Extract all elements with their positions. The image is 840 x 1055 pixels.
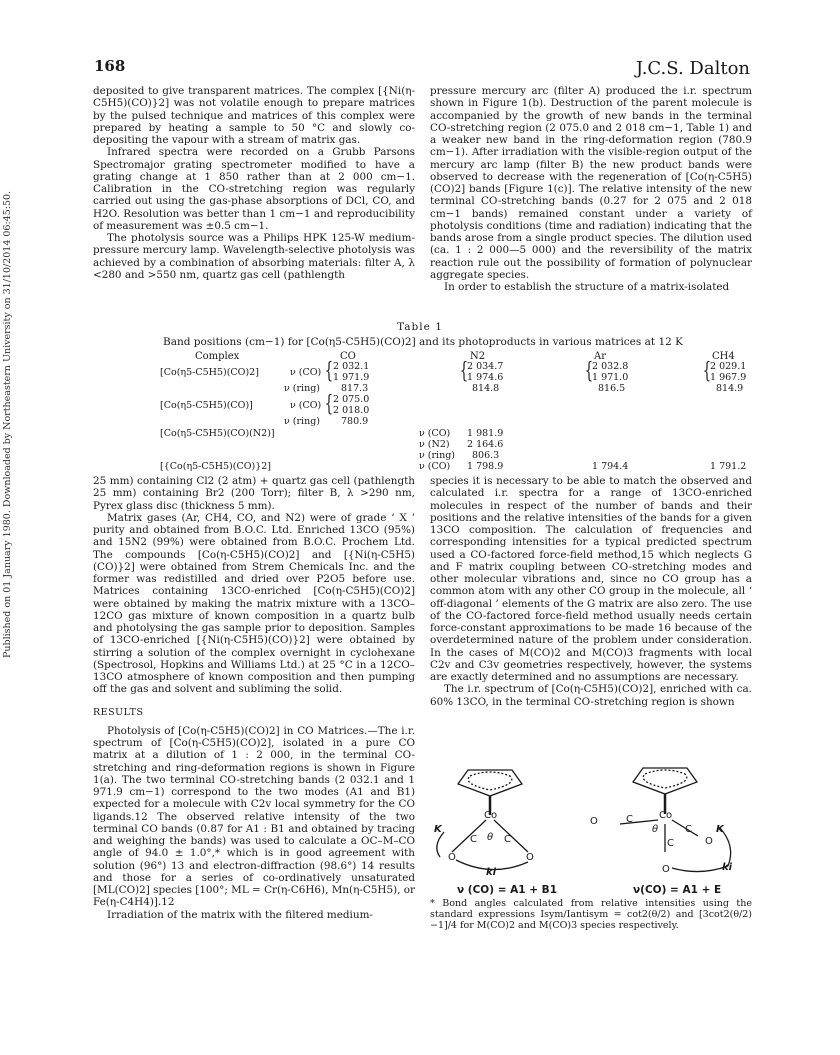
table-cell: 814.8	[472, 383, 500, 394]
left-column-bottom	[93, 475, 415, 921]
table-cell-mode: ν (ring)	[419, 450, 455, 461]
oxygen-label: O	[590, 816, 598, 827]
table-cell: 2 164.6	[467, 439, 504, 450]
paragraph: pressure mercury arc (filter A) produced the i.r. spectrum shown in Figure 1(b). Destruction of the parent molecule is accompanied by the growth of new bands in the terminal CO-stretching region (2 075.0 and 2 018 cm−1, Table 1) and a weaker new band in the ring-deformation region (780.9 cm−1). After irradiation with the visible-region output of the mercury arc lamp (filter B) the new product bands were observed to decrease with the regeneration of [Co(η-C5H5)(CO)2] bands [Figure 1(c)]. The relative intensity of the new terminal CO-stretching bands (0.27 for 2 075 and 2 018 cm−1 bands) remained constant under a variety of photolysis conditions (time and radiation) indicating that the bands arose from a single product species. The dilution used (ca. 1 : 2 000—5 000) and the reversibility of the matrix reaction rule out the possibility of formation of polynuclear aggregate species.	[430, 85, 752, 281]
table-cell: 2 032.1	[333, 361, 370, 372]
table-cell-complex: [Co(η5-C5H5)(CO)(N2)]	[160, 428, 275, 439]
table-cell: 2 034.7	[467, 361, 504, 372]
table-caption: Band positions (cm−1) for [Co(η5-C5H5)(CO)2] and its photoproducts in various matrices at 12 K	[163, 336, 683, 348]
table-cell-mode: ν (CO)	[419, 461, 451, 472]
column-header: CO	[340, 351, 356, 362]
oxygen-label: O	[526, 852, 534, 863]
table-cell-mode: ν (CO)	[419, 428, 451, 439]
brace: {	[324, 359, 334, 384]
paragraph: Matrix gases (Ar, CH4, CO, and N2) were of grade ‘ X ’ purity and obtained from B.O.C. Ltd. Enriched 13CO (95%) and 15N2 (99%) were obtained from B.O.C. Prochem Ltd. The compounds [Co(η-C5H5)(CO)2] and [{Ni(η-C5H5)(CO)}2] were obtained from Strem Chemicals Inc. and the former was redistilled and dried over P2O5 before use. Matrices containing 13CO-enriched [Co(η-C5H5)(CO)2] were obtained by making the matrix mixture with a 13CO–12CO gas mixture of known composition in a quartz bulb and photolysing the gas sample prior to deposition. Samples of 13CO-enriched [{Ni(η-C5H5)(CO)}2] were obtained by stirring a solution of the complex overnight in cyclohexane (Spectrosol, Hopkins and Williams Ltd.) at 25 °C in a 12CO–13CO atmosphere of known composition and then pumping off the gas and solvent and subliming the solid.	[93, 511, 415, 696]
table-cell: 806.3	[472, 450, 500, 461]
table-cell-mode: ν (ring)	[284, 383, 320, 394]
table-cell: 1 971.9	[333, 372, 370, 383]
paragraph: Photolysis of [Co(η-C5H5)(CO)2] in CO Matrices.—The i.r. spectrum of [Co(η-C5H5)(CO)2], isolated in a pure CO matrix at a dilution of 1 : 2 000, in the terminal CO-stretching and ring-deformation regions is shown in Figure 1(a). The two terminal CO-stretching bands (2 032.1 and 1 971.9 cm−1) correspond to the two modes (A1 and B1) expected for a molecule with C2v local symmetry for the CO ligands.12 The observed relative intensity of the two terminal CO bands (0.87 for A1 : B1 and obtained by tracing and weighing the bands) was used to calculate a OC–M–CO angle of 94.0 ± 1.0°,* which is in good agreement with solution (96°) 13 and electron-diffraction (98.6°) 14 results and those for a series of co-ordinatively unsaturated [ML(CO)2] species [100°; ML = Cr(η-C6H6), Mn(η-C5H5), or Fe(η-C4H4)].12	[93, 724, 415, 909]
table-cell-mode: ν (CO)	[290, 400, 322, 411]
table-cell: 1 974.6	[467, 372, 504, 383]
journal-name: J.C.S. Dalton	[635, 58, 750, 79]
paragraph: Infrared spectra were recorded on a Grubb Parsons Spectromajor grating spectrometer modified to have a grating change at 1 850 rather than at 2 000 cm−1. Calibration in the CO-stretching region was regularly carried out using the gas-phase absorptions of DCl, CO, and H2O. Resolution was better than 1 cm−1 and reproducibility of measurement was ±0.5 cm−1.	[93, 146, 415, 232]
column-header: CH4	[712, 351, 735, 362]
table-cell: 817.3	[341, 383, 369, 394]
column-header: N2	[470, 351, 486, 362]
brace: {	[702, 359, 712, 384]
left-column-top	[93, 85, 415, 281]
table-cell-complex: [Co(η5-C5H5)(CO)]	[160, 400, 253, 411]
paragraph: Irradiation of the matrix with the filtered medium-	[107, 908, 373, 921]
carbon-label: C	[470, 834, 477, 845]
interaction-constant-label: ki	[722, 862, 733, 873]
cobalt-label: Co	[659, 810, 673, 821]
table-cell-complex: [Co(η5-C5H5)(CO)2]	[160, 367, 259, 378]
brace: {	[584, 359, 594, 384]
carbon-label: C	[504, 834, 511, 845]
paragraph: The photolysis source was a Philips HPK 125-W medium-pressure mercury lamp. Wavelength-selective photolysis was achieved by a combination of absorbing materials: filter A, λ <280 and >550 nm, quartz gas cell (pathlength	[93, 232, 415, 281]
table-label: Table 1	[397, 321, 443, 333]
carbon-label: C	[685, 824, 692, 835]
paragraph: In order to establish the structure of a matrix-isolated	[444, 281, 730, 293]
paragraph: 25 mm) containing Cl2 (2 atm) + quartz gas cell (pathlength 25 mm) containing Br2 (200 Torr); filter B, λ >290 nm, Pyrex glass disc (thickness 5 mm).	[93, 475, 415, 512]
column-header: Complex	[195, 351, 240, 362]
interaction-constant-label: ki	[486, 867, 497, 878]
table-cell-mode: ν (N2)	[419, 439, 450, 450]
section-heading: RESULTS	[93, 706, 144, 718]
page-number: 168	[94, 57, 126, 75]
table-cell-mode: ν (CO)	[290, 367, 322, 378]
paragraph: species it is necessary to be able to match the observed and calculated i.r. spectra for a range of 13CO-enriched molecules in respect of the number of bands and their positions and the relative intensities of the bands for a given 13CO composition. The calculation of frequencies and corresponding intensities for a typical predicted spectrum used a CO-factored force-field method,15 which neglects G and F matrix coupling between CO-stretching modes and other molecular vibrations and, since no CO group has a common atom with any other CO group in the molecule, all ‘ off-diagonal ’ elements of the G matrix are also zero. The use of the CO-factored force-field method usually needs certain force-constant approximations to be made 16 because of the overdetermined nature of the problem under consideration. In the cases of M(CO)2 and M(CO)3 fragments with local C2v and C3v geometries respectively, however, the systems are exactly determined and no assumptions are necessary.	[430, 475, 752, 683]
cobalt-label: Co	[484, 810, 498, 821]
right-column-bottom	[430, 475, 752, 708]
table-cell: 1 971.0	[592, 372, 629, 383]
oxygen-label: O	[705, 836, 713, 847]
oxygen-label: O	[448, 852, 456, 863]
footnote: * Bond angles calculated from relative intensities using the standard expressions Isym/Iantisym = cot2(θ/2) and [3cot2(θ/2) −1]/4 for M(CO)2 and M(CO)3 species respectively.	[430, 898, 752, 931]
table-cell-mode: ν (ring)	[284, 416, 320, 427]
paragraph: The i.r. spectrum of [Co(η-C5H5)(CO)2], enriched with ca. 60% 13CO, in the terminal CO-stretching region is shown	[430, 683, 752, 708]
table-cell: 1 791.2	[710, 461, 747, 472]
force-constant-label: K	[716, 824, 724, 835]
table-cell: 2 018.0	[333, 405, 370, 416]
paragraph: deposited to give transparent matrices. The complex [{Ni(η-C5H5)(CO)}2] was not volatile enough to prepare matrices by the pulsed technique and matrices of this complex were prepared by heating a sample to 50 °C and slowly co-depositing the vapour with a stream of matrix gas.	[93, 85, 415, 146]
brace: {	[324, 392, 334, 417]
download-watermark: Published on 01 January 1980. Downloaded by Northeastern University on 31/10/2014 06:45:50.	[2, 190, 13, 658]
carbon-label: C	[626, 814, 633, 825]
table-cell: 2 075.0	[333, 394, 370, 405]
angle-label: θ	[652, 824, 659, 835]
oxygen-label: O	[662, 864, 670, 875]
right-column-top	[430, 85, 752, 293]
figure-caption-left: ν (CO) = A1 + B1	[457, 884, 557, 896]
table-cell: 1 981.9	[467, 428, 504, 439]
table-cell: 1 794.4	[592, 461, 629, 472]
table-cell: 780.9	[341, 416, 369, 427]
angle-label: θ	[487, 832, 494, 843]
table-cell: 814.9	[716, 383, 744, 394]
table-cell: 2 029.1	[710, 361, 747, 372]
table-cell-complex: [{Co(η5-C5H5)(CO)}2]	[160, 461, 272, 472]
brace: {	[459, 359, 469, 384]
molecule-diagrams	[430, 760, 760, 878]
table-cell: 1 798.9	[467, 461, 504, 472]
figure-caption-right: ν(CO) = A1 + E	[633, 884, 722, 896]
column-header: Ar	[594, 351, 607, 362]
table-cell: 1 967.9	[710, 372, 747, 383]
table-cell: 2 032.8	[592, 361, 629, 372]
carbon-label: C	[667, 838, 674, 849]
table-cell: 816.5	[598, 383, 626, 394]
force-constant-label: K	[434, 824, 442, 835]
